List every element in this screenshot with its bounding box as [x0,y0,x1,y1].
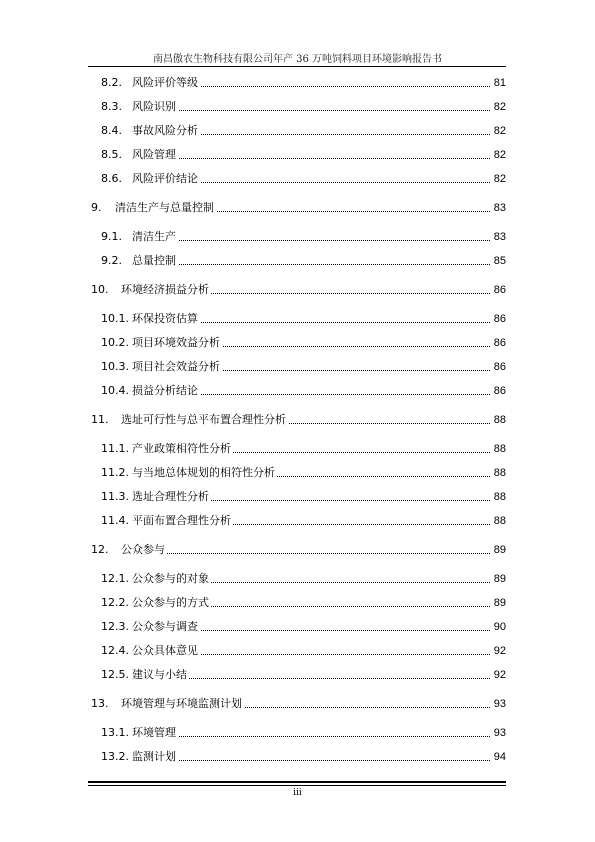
toc-entry-number: 10.3. [101,360,129,373]
toc-entry-page: 82 [493,125,506,137]
toc-entry-title: 监测计划 [132,750,176,763]
toc-section-entry[interactable] [0,123,595,139]
toc-section-entry[interactable] [0,749,595,765]
toc-entry-title: 环保投资估算 [132,312,198,325]
toc-entry-number: 11.3. [101,490,129,503]
toc-entry-page: 88 [493,443,506,455]
toc-leader-dots [132,736,490,737]
toc-entry-title: 建议与小结 [132,668,187,681]
toc-chapter-entry[interactable] [0,200,595,216]
toc-section-entry[interactable] [0,725,595,741]
toc-entry-number: 12.4. [101,644,129,657]
toc-entry-title: 风险评价等级 [132,76,198,89]
toc-section-entry[interactable] [0,441,595,457]
toc-entry-title: 环境经济损益分析 [121,283,209,296]
toc-entry-page: 92 [493,645,506,657]
toc-entry-number: 9.2. [101,254,122,267]
toc-entry-number: 12.5. [101,668,129,681]
toc-entry-number: 13.2. [101,750,129,763]
toc-entry-page: 89 [493,597,506,609]
toc-entry-title: 项目环境效益分析 [132,336,220,349]
toc-section-entry[interactable] [0,513,595,529]
toc-section-entry[interactable] [0,147,595,163]
toc-entry-number: 12.1. [101,572,129,585]
toc-entry-page: 82 [493,149,506,161]
toc-entry-page: 94 [493,751,506,763]
toc-entry-number: 12.2. [101,596,129,609]
toc-section-entry[interactable] [0,359,595,375]
toc-entry-number: 8.2. [101,76,122,89]
toc-entry-page: 93 [493,698,506,710]
toc-entry-page: 88 [493,515,506,527]
toc-entry-page: 82 [493,173,506,185]
toc-entry-number: 11.2. [101,466,129,479]
toc-entry-page: 88 [493,467,506,479]
toc-section-entry[interactable] [0,383,595,399]
toc-entry-page: 90 [493,621,506,633]
toc-entry-number: 10.2. [101,336,129,349]
toc-leader-dots [132,264,490,265]
toc-leader-dots [121,553,490,554]
toc-section-entry[interactable] [0,619,595,635]
toc-entry-title: 公众参与的方式 [132,596,209,609]
toc-section-entry[interactable] [0,571,595,587]
footer-rule-thin [88,785,506,786]
toc-leader-dots [132,240,490,241]
toc-entry-title: 风险评价结论 [132,172,198,185]
toc-section-entry[interactable] [0,335,595,351]
toc-section-entry[interactable] [0,667,595,683]
toc-entry-page: 93 [493,727,506,739]
toc-entry-page: 86 [493,284,506,296]
toc-entry-title: 总量控制 [132,254,176,267]
toc-entry-page: 82 [493,101,506,113]
toc-chapter-entry[interactable] [0,282,595,298]
toc-section-entry[interactable] [0,595,595,611]
toc-entry-number: 13. [91,697,109,710]
toc-entry-title: 环境管理 [132,726,176,739]
toc-entry-number: 11.1. [101,442,129,455]
toc-entry-title: 风险管理 [132,148,176,161]
toc-entry-number: 12.3. [101,620,129,633]
page-number: iii [293,788,302,798]
toc-section-entry[interactable] [0,171,595,187]
toc-entry-page: 86 [493,337,506,349]
toc-entry-title: 公众参与调查 [132,620,198,633]
toc-entry-title: 清洁生产 [132,230,176,243]
toc-entry-number: 13.1. [101,726,129,739]
toc-entry-page: 88 [493,491,506,503]
toc-entry-number: 8.4. [101,124,122,137]
toc-entry-title: 风险识别 [132,100,176,113]
toc-entry-page: 86 [493,361,506,373]
toc-entry-number: 12. [91,543,109,556]
toc-entry-number: 10.4. [101,384,129,397]
toc-entry-number: 10.1. [101,312,129,325]
toc-entry-number: 8.5. [101,148,122,161]
toc-section-entry[interactable] [0,75,595,91]
toc-section-entry[interactable] [0,253,595,269]
toc-section-entry[interactable] [0,229,595,245]
toc-entry-page: 89 [493,573,506,585]
toc-entry-title: 产业政策相符性分析 [132,442,231,455]
toc-entry-title: 平面布置合理性分析 [132,514,231,527]
toc-entry-number: 11. [91,413,109,426]
header-rule [88,66,506,67]
toc-entry-number: 11.4. [101,514,129,527]
toc-entry-title: 清洁生产与总量控制 [115,201,214,214]
toc-section-entry[interactable] [0,465,595,481]
toc-entry-page: 92 [493,669,506,681]
toc-entry-number: 10. [91,283,109,296]
document-header: 南昌傲农生物科技有限公司年产 36 万吨饲料项目环境影响报告书 [152,54,443,65]
toc-leader-dots [132,110,490,111]
toc-section-entry[interactable] [0,643,595,659]
toc-leader-dots [132,158,490,159]
toc-leader-dots [132,760,490,761]
toc-entry-title: 选址合理性分析 [132,490,209,503]
toc-entry-page: 88 [493,414,506,426]
toc-chapter-entry[interactable] [0,412,595,428]
toc-section-entry[interactable] [0,311,595,327]
toc-entry-number: 9.1. [101,230,122,243]
toc-section-entry[interactable] [0,489,595,505]
toc-entry-page: 86 [493,313,506,325]
toc-entry-page: 83 [493,231,506,243]
toc-entry-title: 公众参与 [121,543,165,556]
toc-section-entry[interactable] [0,99,595,115]
toc-entry-page: 85 [493,255,506,267]
toc-entry-number: 8.6. [101,172,122,185]
toc-chapter-entry[interactable] [0,542,595,558]
toc-entry-title: 选址可行性与总平布置合理性分析 [121,413,286,426]
toc-entry-title: 与当地总体规划的相符性分析 [132,466,275,479]
toc-entry-page: 86 [493,385,506,397]
toc-entry-title: 环境管理与环境监测计划 [121,697,242,710]
toc-chapter-entry[interactable] [0,696,595,712]
toc-entry-title: 公众参与的对象 [132,572,209,585]
toc-entry-title: 项目社会效益分析 [132,360,220,373]
toc-entry-page: 81 [493,77,506,89]
toc-entry-number: 9. [91,201,102,214]
toc-entry-number: 8.3. [101,100,122,113]
toc-entry-title: 事故风险分析 [132,124,198,137]
toc-entry-title: 公众具体意见 [132,644,198,657]
toc-entry-page: 89 [493,544,506,556]
footer-rule [88,781,506,783]
toc-entry-page: 83 [493,202,506,214]
toc-entry-title: 损益分析结论 [132,384,198,397]
